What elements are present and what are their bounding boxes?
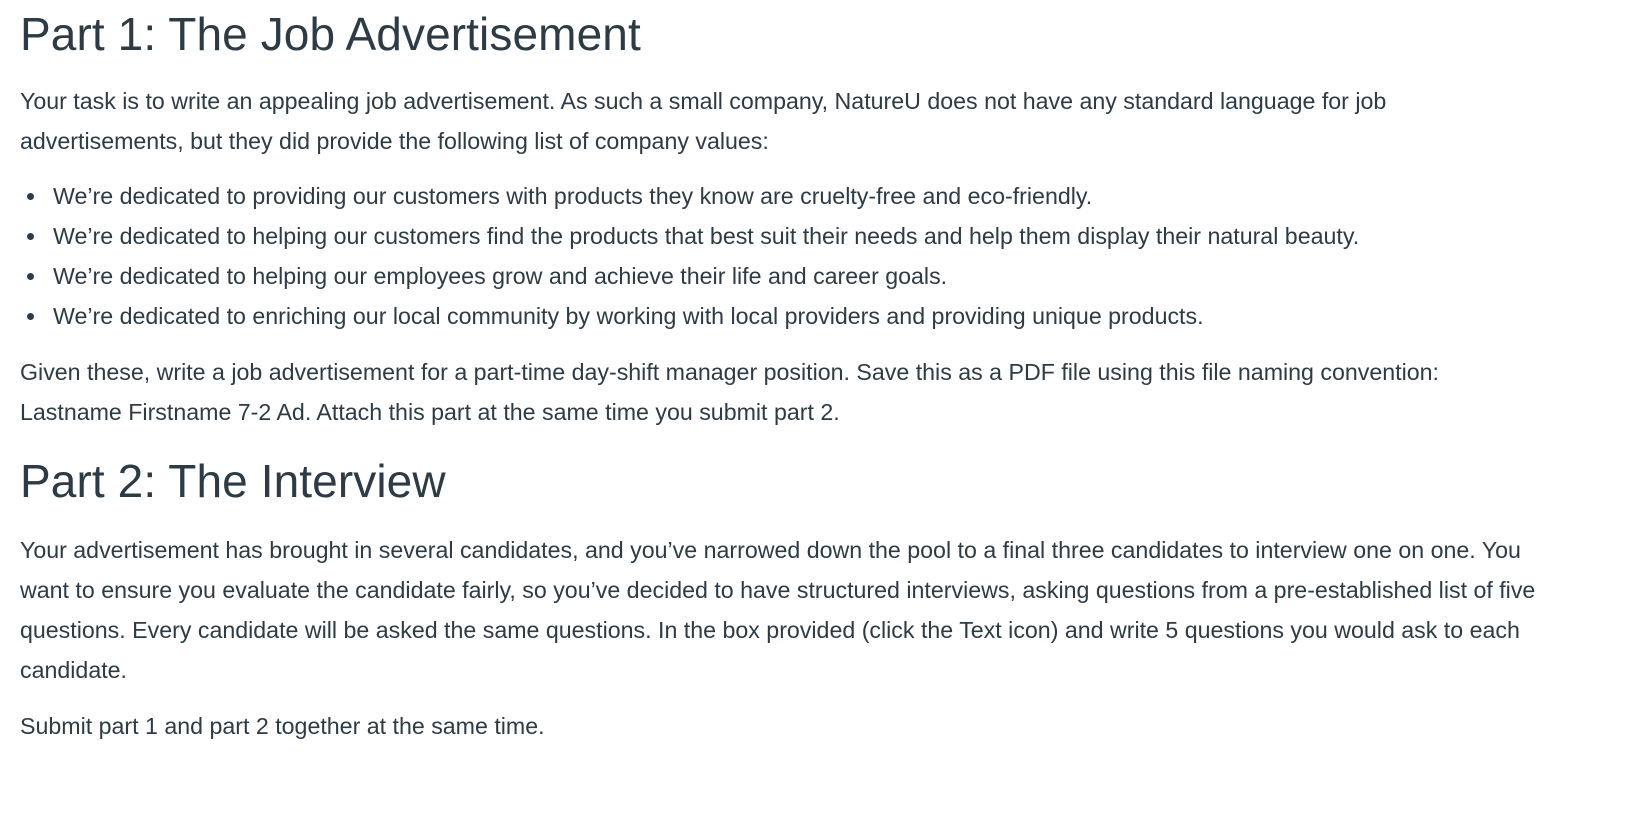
company-value-item [20,256,1540,296]
part1-intro-paragraph: Your task is to write an appealing job advertisement. As such a small company, NatureU does not have any standard language for job advertisements, but they did provide the following list of company values: [20,87,1387,154]
bullet-icon [27,233,34,240]
part1-instructions-paragraph: Given these, write a job advertisement for a part-time day-shift manager position. Save this as a PDF file using this file naming convention: Lastname Firstname 7-2 Ad. Attach this part at the same time you submit part 2. [20,358,1439,425]
company-value-text: We’re dedicated to helping our customers find the products that best suit their needs and help them display their natural beauty. [53,222,1360,249]
bullet-icon [27,273,34,280]
submit-note-paragraph: Submit part 1 and part 2 together at the same time. [20,712,545,739]
part1-heading: Part 1: The Job Advertisement [20,8,641,60]
company-value-item [20,296,1540,336]
bullet-icon [27,313,34,320]
bullet-icon [27,193,34,200]
part2-heading: Part 2: The Interview [20,454,446,507]
company-value-text: We’re dedicated to enriching our local community by working with local providers and providing unique products. [53,302,1204,329]
company-value-item [20,216,1540,256]
company-value-item [20,176,1540,216]
company-value-text: We’re dedicated to helping our employees grow and achieve their life and career goals. [53,262,948,289]
part2-instructions-paragraph: Your advertisement has brought in several candidates, and you’ve narrowed down the pool to a final three candidates to interview one on one. You want to ensure you evaluate the candidate fairly, so you’ve decided to have structured interviews, asking questions from a pre-established list of five questions. Every candidate will be asked the same questions. In the box provided (click the Text icon) and write 5 questions you would ask to each candidate. [20,536,1536,683]
company-value-text: We’re dedicated to providing our customers with products they know are cruelty-free and eco-friendly. [53,182,1093,209]
company-values-list [20,176,1540,336]
assignment-content [20,0,1540,746]
